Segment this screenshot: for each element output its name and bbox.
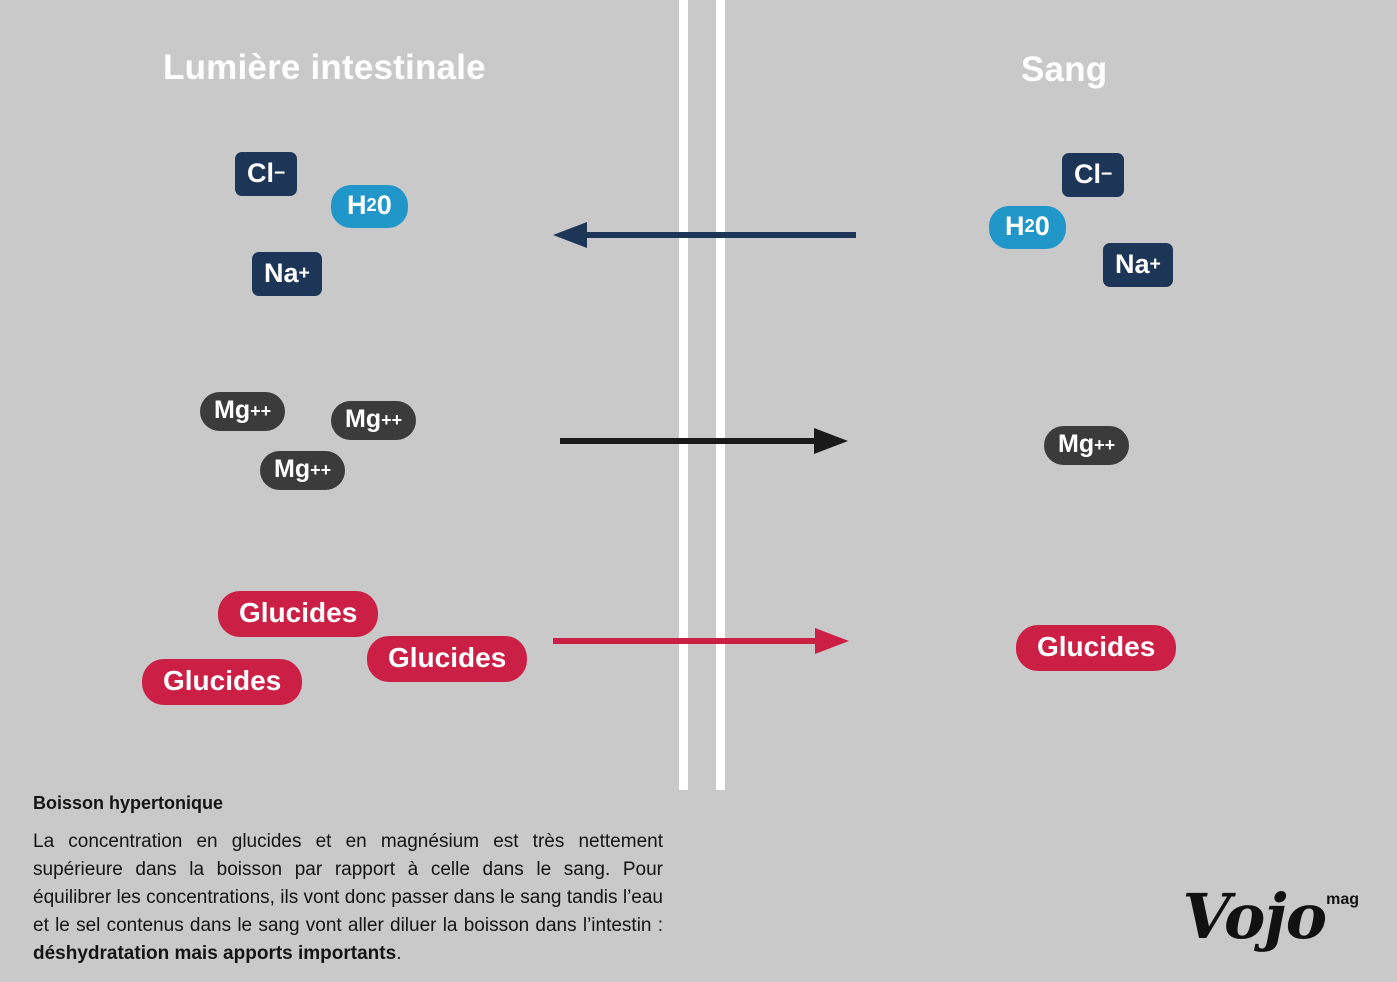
water-flow-arrow — [553, 222, 858, 253]
chip-charge: ++ — [1094, 434, 1116, 455]
magnesium-flow-arrow — [560, 428, 850, 459]
chloride-ion-chip — [1062, 153, 1124, 197]
caption-block — [33, 793, 663, 968]
intestinal-membrane-line-right — [716, 0, 725, 790]
sodium-ion-chip — [252, 252, 322, 296]
chip-charge: − — [1101, 162, 1113, 185]
column-title-blood: Sang — [1021, 50, 1108, 89]
magnesium-ion-chip — [260, 451, 345, 490]
chip-label: Mg — [274, 455, 311, 483]
logo-suffix: mag — [1326, 891, 1359, 908]
chip-label: Cl — [247, 158, 274, 188]
chip-subscript: 2 — [366, 194, 377, 216]
caption-body — [33, 828, 663, 968]
water-molecule-chip — [989, 206, 1066, 249]
glucide-molecule-chip — [218, 591, 378, 637]
logo-wordmark: Vojo — [1182, 880, 1327, 953]
chip-charge: + — [298, 261, 310, 284]
sodium-ion-chip — [1103, 243, 1173, 287]
caption-body-period: . — [396, 942, 402, 964]
chip-charge: + — [1149, 252, 1161, 275]
chip-subscript: 2 — [1024, 215, 1035, 237]
chloride-ion-chip — [235, 152, 297, 196]
chip-label: Cl — [1074, 159, 1101, 189]
chip-label: Glucides — [239, 597, 358, 628]
chip-label: H — [1005, 211, 1025, 241]
caption-body-text: La concentration en glucides et en magnésium est très nettement supérieure dans la boisson par rapport à celle dans le sang. Pour équilibrer les concentrations, ils vont donc passer dans le sang tandis l’eau et le sel contenus dans le sang vont aller diluer la boisson dans l’intestin : — [33, 831, 663, 936]
glucide-flow-arrow — [553, 628, 853, 659]
chip-charge: ++ — [250, 400, 272, 421]
chip-charge: − — [274, 161, 286, 184]
column-title-lumen: Lumière intestinale — [163, 48, 486, 87]
chip-label-2: 0 — [1034, 211, 1050, 241]
magnesium-ion-chip — [1044, 426, 1129, 465]
chip-label: Glucides — [1037, 631, 1156, 662]
caption-body-emphasis: déshydratation mais apports importants — [33, 942, 397, 964]
magnesium-ion-chip — [331, 401, 416, 440]
vojo-mag-logo — [1182, 880, 1359, 953]
magnesium-ion-chip — [200, 392, 285, 431]
chip-charge: ++ — [310, 459, 332, 480]
chip-label: Na — [264, 258, 299, 288]
chip-charge: ++ — [381, 409, 403, 430]
chip-label: Glucides — [388, 642, 507, 673]
chip-label-2: 0 — [376, 190, 392, 220]
chip-label: Mg — [1058, 430, 1095, 458]
water-molecule-chip — [331, 185, 408, 228]
glucide-molecule-chip — [1016, 625, 1176, 671]
chip-label: H — [347, 190, 367, 220]
chip-label: Na — [1115, 249, 1150, 279]
intestinal-membrane-line-left — [679, 0, 688, 790]
chip-label: Glucides — [163, 665, 282, 696]
glucide-molecule-chip — [142, 659, 302, 705]
chip-label: Mg — [214, 396, 251, 424]
chip-label: Mg — [345, 405, 382, 433]
glucide-molecule-chip — [367, 636, 527, 682]
caption-title: Boisson hypertonique — [33, 793, 224, 813]
